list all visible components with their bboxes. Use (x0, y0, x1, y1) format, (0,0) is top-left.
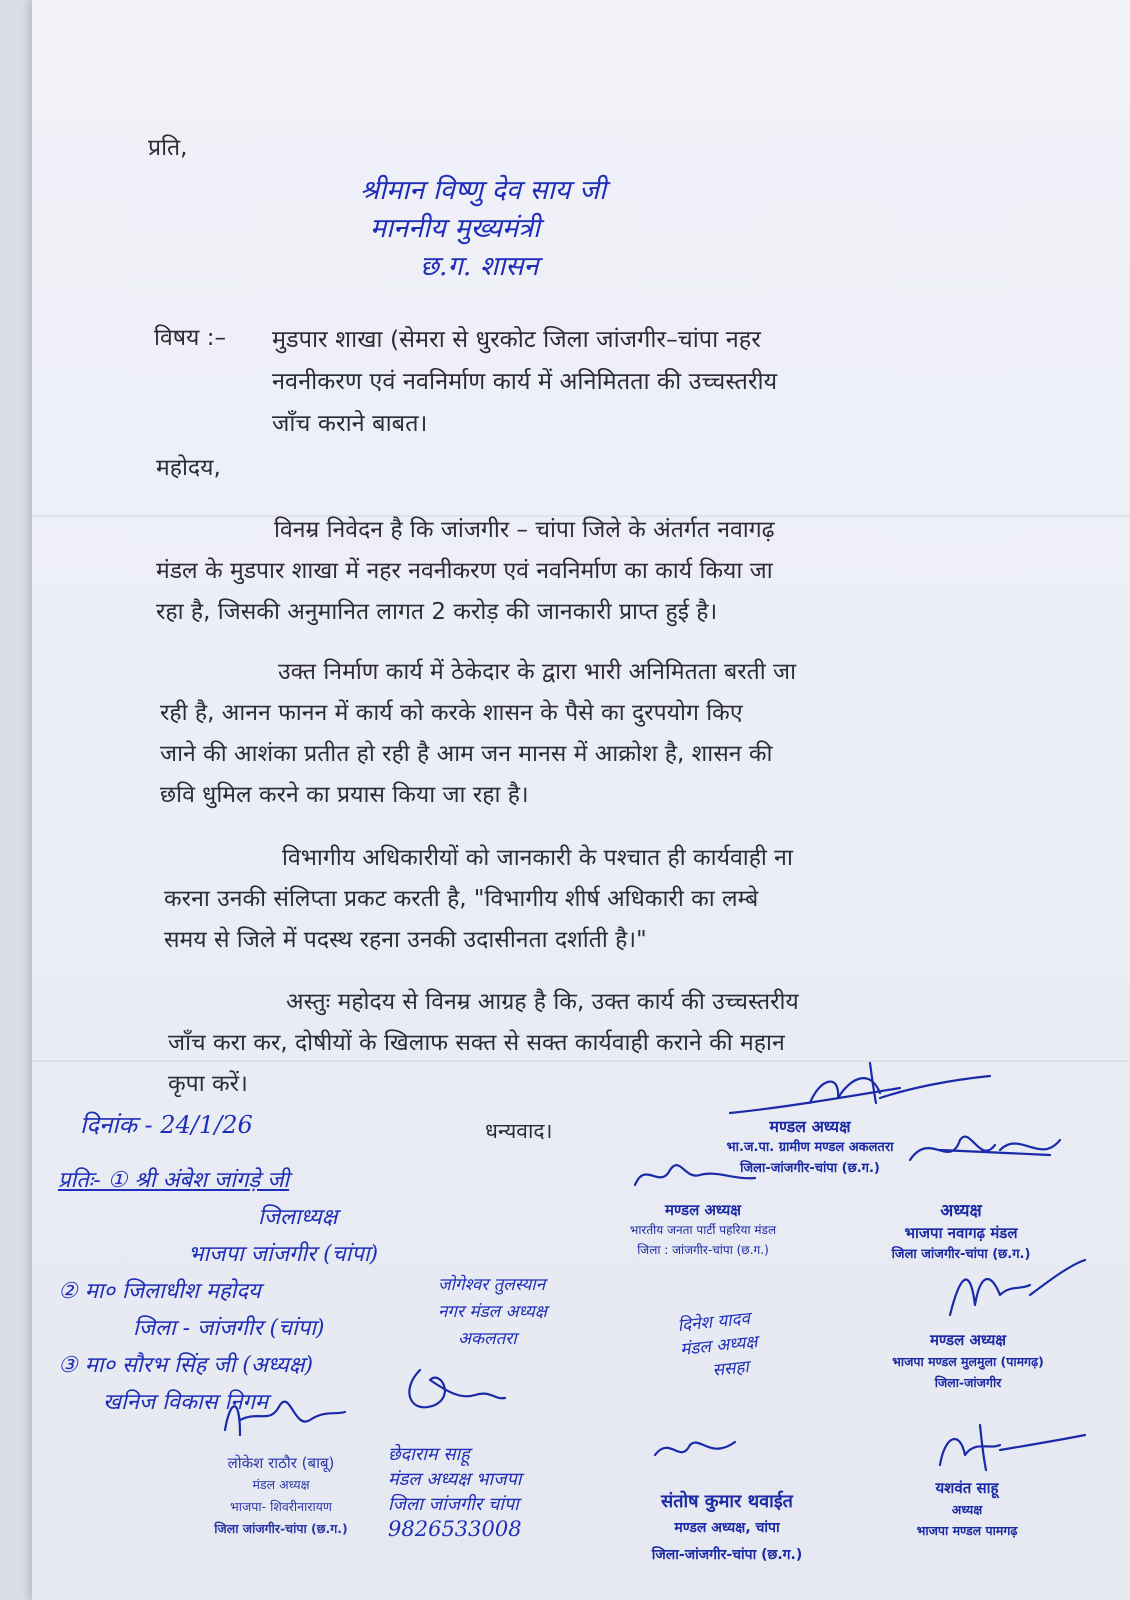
stamp-line: भाजपा मण्डल पामगढ़ (916, 1523, 1018, 1538)
subject-text (272, 318, 777, 444)
stamp-pahariya (598, 1200, 808, 1260)
stamp-mulmula (858, 1330, 1078, 1393)
subject-line: नवनीकरण एवं नवनिर्माण कार्य में अनिमितता की उच्चस्तरीय (272, 367, 778, 395)
note-jogeshwar (438, 1272, 547, 1353)
paragraph-line: समय से जिले में पदस्थ रहना उनकी उदासीनता दर्शाती है।" (164, 927, 647, 953)
copy-line: प्रतिः- ① श्री अंबेश जांगड़े जी (58, 1168, 290, 1193)
paragraph-3 (164, 838, 994, 961)
stamp-shivrinarayan (166, 1452, 396, 1540)
date-handwritten: दिनांक - 24/1/26 (80, 1111, 253, 1139)
stamp-line: जिला जांजगीर-चांपा (छ.ग.) (891, 1247, 1031, 1262)
paragraph-line: विभागीय अधिकारीयों को जानकारी के पश्चात ही कार्यवाही ना (282, 845, 793, 871)
stamp-title: मण्डल अध्यक्ष (664, 1201, 742, 1219)
paragraph-line: रही है, आनन फानन में कार्य को करके शासन के पैसे का दुरपयोग किए (160, 700, 743, 726)
copy-line: ③ मा० सौरभ सिंह जी (अध्यक्ष) (58, 1353, 314, 1378)
paragraph-line: रहा है, जिसकी अनुमानित लागत 2 करोड़ की जानकारी प्राप्त हुई है। (156, 599, 718, 625)
signature-mulmula (930, 1255, 1090, 1335)
stamp-line: भा.ज.पा. ग्रामीण मण्डल अकलतरा (726, 1140, 894, 1155)
copy-line: जिलाध्यक्ष (258, 1205, 338, 1230)
stamp-line: भारतीय जनता पार्टी पहरिया मंडल (629, 1223, 777, 1237)
stamp-title: मण्डल अध्यक्ष (769, 1117, 851, 1136)
copy-line: जिला - जांजगीर (चांपा) (133, 1316, 325, 1341)
stamp-line: जिला जांजगीर-चांपा (छ.ग.) (214, 1521, 348, 1536)
thanks: धन्यवाद। (485, 1119, 553, 1143)
signature-nawagarh (900, 1120, 1100, 1180)
subject-line: जाँच कराने बाबत। (272, 409, 428, 437)
stamp-title: यशवंत साहू (935, 1479, 999, 1497)
paragraph-line: करना उनकी संलिप्ता प्रकट करती है, "विभागीय शीर्ष अधिकारी का लम्बे (164, 886, 759, 912)
paragraph-line: उक्त निर्माण कार्य में ठेकेदार के द्वारा भारी अनिमितता बरती जा (278, 659, 797, 685)
paragraph-line: जाँच करा कर, दोषीयों के खिलाफ सक्त से सक्त कार्यवाही कराने की महान (168, 1030, 785, 1056)
stamp-title: संतोष कुमार थवाईत (661, 1491, 793, 1512)
paragraph-line: विनम्र निवेदन है कि जांजगीर – चांपा जिले के अंतर्गत नवागढ़ (274, 517, 775, 543)
stamp-title: मण्डल अध्यक्ष (929, 1331, 1007, 1349)
stamp-line: जिला : जांजगीर-चांपा (छ.ग.) (637, 1243, 769, 1257)
note-line: जिला जांजगीर चांपा (388, 1494, 519, 1515)
salutation-to: प्रति, (148, 135, 188, 161)
copy-line: ② मा० जिलाधीश महोदय (58, 1279, 261, 1304)
stamp-line: भाजपा मण्डल मुलमुला (पामगढ़) (892, 1354, 1044, 1369)
signature-champa (650, 1430, 740, 1470)
paragraph-line: अस्तुः महोदय से विनम्र आग्रह है कि, उक्त कार्य की उच्चस्तरीय (286, 989, 799, 1015)
note-line: मंडल अध्यक्ष (679, 1331, 759, 1361)
paragraph-line: मंडल के मुडपार शाखा में नहर नवनीकरण एवं नवनिर्माण का कार्य किया जा (156, 558, 773, 584)
stamp-line: मंडल अध्यक्ष (252, 1477, 310, 1492)
stamp-title: अध्यक्ष (940, 1201, 982, 1221)
stamp-line: जिला-जांजगीर-चांपा (छ.ग.) (651, 1547, 803, 1563)
note-chhedaram (388, 1442, 522, 1542)
note-line: दिनेश यादव (676, 1308, 751, 1337)
note-line: अकलतरा (458, 1329, 517, 1349)
note-line: 9826533008 (388, 1517, 522, 1541)
stamp-champa (612, 1488, 842, 1569)
stamp-line: भाजपा- शिवरीनारायण (230, 1499, 332, 1514)
note-line: नगर मंडल अध्यक्ष (438, 1302, 547, 1322)
stamp-line: अध्यक्ष (951, 1502, 983, 1517)
signature-akaltara (720, 1058, 1000, 1128)
signature-chhedaram (400, 1360, 510, 1420)
paragraph-line: छवि धुमिल करने का प्रयास किया जा रहा है। (160, 782, 529, 808)
signature-pahariya (625, 1150, 765, 1200)
paragraph-line: कृपा करें। (168, 1071, 248, 1097)
note-dinesh (676, 1306, 761, 1386)
subject-line: मुडपार शाखा (सेमरा से धुरकोट जिला जांजगीर–चांपा नहर (272, 325, 761, 353)
paragraph-2 (160, 652, 990, 816)
paragraph-1 (156, 510, 986, 633)
stamp-title: लोकेश राठौर (बाबू) (227, 1454, 335, 1472)
greeting: महोदय, (156, 455, 221, 481)
stamp-pamgarh (882, 1478, 1052, 1541)
addressee-line: माननीय मुख्यमंत्री (370, 213, 540, 244)
addressee-line: श्रीमान विष्णु देव साय जी (360, 175, 607, 206)
note-line: छेदाराम साहू (388, 1444, 470, 1465)
copy-line: भाजपा जांजगीर (चांपा) (188, 1242, 379, 1267)
note-line: जोगेश्वर तुलस्यान (438, 1275, 546, 1295)
addressee-line: छ.ग. शासन (420, 251, 539, 282)
signature-pamgarh (920, 1420, 1090, 1480)
stamp-line: जिला-जांजगीर-चांपा (छ.ग.) (740, 1161, 880, 1176)
note-line: मंडल अध्यक्ष भाजपा (388, 1469, 522, 1490)
note-line: ससहा (711, 1357, 750, 1381)
signature-shivrinarayan (210, 1380, 350, 1450)
copy-line: खनिज विकास निगम (103, 1390, 269, 1415)
subject-label: विषय :– (154, 325, 226, 351)
addressee-block (360, 172, 606, 286)
stamp-line: भाजपा नवागढ़ मंडल (904, 1224, 1018, 1242)
paragraph-line: जाने की आशंका प्रतीत हो रही है आम जन मानस में आक्रोश है, शासन की (160, 741, 773, 767)
stamp-line: मण्डल अध्यक्ष, चांपा (674, 1520, 780, 1536)
stamp-line: जिला-जांजगीर (934, 1375, 1002, 1390)
